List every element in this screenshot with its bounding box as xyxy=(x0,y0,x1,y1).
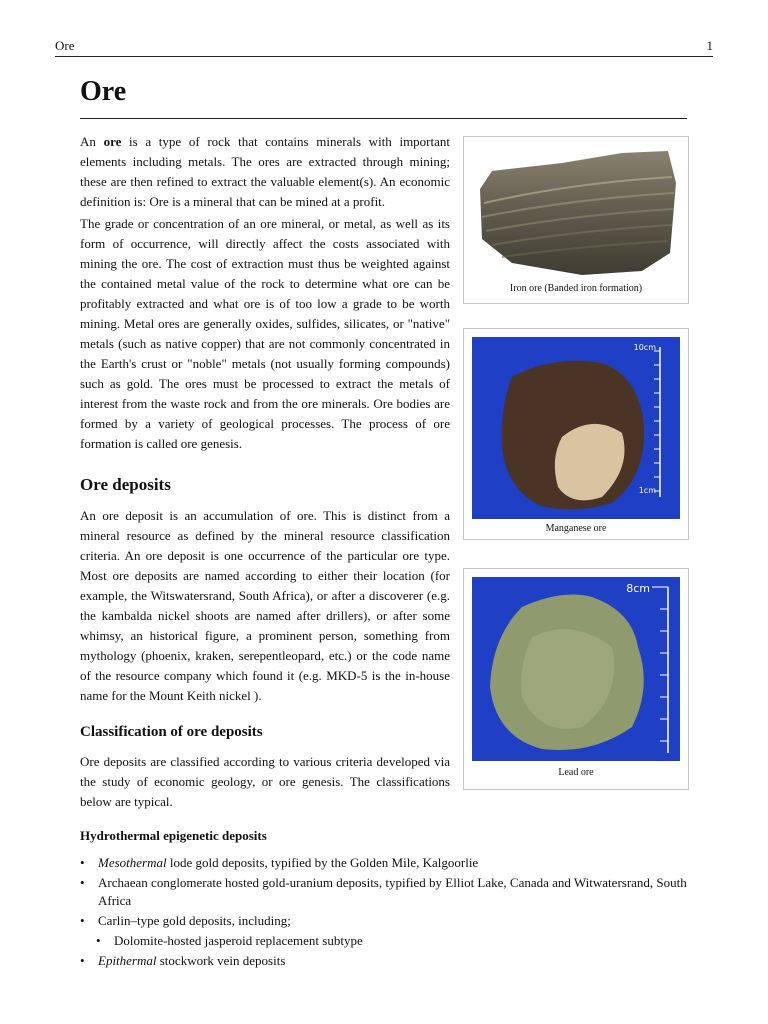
page-title: Ore xyxy=(80,76,127,107)
figure-caption: Manganese ore xyxy=(545,523,607,534)
running-header xyxy=(55,38,713,57)
list-item: • Archaean conglomerate hosted gold-uranium deposits, typified by Elliot Lake, Canada and Witwatersrand, South Africa xyxy=(80,874,690,910)
list-item: • Carlin–type gold deposits, including; xyxy=(80,912,690,930)
figure-caption: Lead ore xyxy=(558,767,594,778)
ore-deposits-paragraph: An ore deposit is an accumulation of ore. This is distinct from a mineral resource as defined by the mineral resource classification criteria. An ore deposit is one occurrence of the particular ore type. Most ore deposits are named according to either their location (for example, the Witswatersrand, South Africa), or after a discoverer (e.g. the kambalda nickel shoots are named after drillers), or after some whimsy, an historical figure, a prominent person, something from mythology (phoenix, kraken, serepentleopard, etc.) or the code name of the resource company which found it (e.g. MKD-5 is the in-house name for the Mount Keith nickel ). xyxy=(80,508,450,703)
hydrothermal-list xyxy=(80,854,690,972)
running-header-title: Ore xyxy=(55,38,75,53)
list-item: • Mesothermal lode gold deposits, typified by the Golden Mile, Kalgoorlie xyxy=(80,854,690,872)
scale-label-top: 8cm xyxy=(626,582,650,595)
ore-term: ore xyxy=(103,134,122,149)
classification-paragraph: Ore deposits are classified according to various criteria developed via the study of economic geology, or ore genesis. The classifications below are typical. xyxy=(80,754,450,809)
list-item-nested: • Dolomite-hosted jasperoid replacement subtype xyxy=(80,932,690,950)
iron-ore-image xyxy=(472,143,680,277)
intro-paragraph-1: An ore is a type of rock that contains minerals with important elements including metals. The ores are extracted through mining; these are then refined to extract the valuable element(s). An economic definition is: Ore is a mineral that can be mined at a profit. xyxy=(80,134,450,209)
ore-deposits-heading: Ore deposits xyxy=(80,475,171,494)
figure-manganese-ore xyxy=(463,328,689,540)
manganese-ore-photo xyxy=(472,337,680,519)
figure-caption: Iron ore (Banded iron formation) xyxy=(509,283,643,294)
manganese-ore-image xyxy=(472,337,680,519)
figure-iron-ore xyxy=(463,136,689,304)
iron-ore-photo xyxy=(472,143,680,277)
lead-ore-photo xyxy=(472,577,680,761)
intro-paragraph-2: The grade or concentration of an ore mineral, or metal, as well as its form of occurrence, will directly affect the costs associated with mining the ore. The cost of extraction must thus be weighted against the contained metal value of the rock to determine what ore can be profitably extracted and what ore is of too low a grade to be worth mining. Metal ores are generally oxides, sulfides, silicates, or "native" metals (such as native copper) that are not commonly concentrated in the Earth's crust or "noble" metals (not usually forming compounds) such as gold. The ores must be processed to extract the metals of interest from the waste rock and from the ore minerals. Ore bodies are formed by a variety of geological processes. The process of ore formation is called ore genesis. xyxy=(80,216,450,451)
figure-lead-ore xyxy=(463,568,689,790)
title-divider xyxy=(80,118,687,119)
hydrothermal-heading: Hydrothermal epigenetic deposits xyxy=(80,828,267,843)
list-item: • Epithermal stockwork vein deposits xyxy=(80,952,690,970)
lead-ore-image xyxy=(472,577,680,761)
page-number: 1 xyxy=(706,38,713,53)
classification-heading: Classification of ore deposits xyxy=(80,724,263,740)
scale-label-bottom: 1cm xyxy=(638,486,656,495)
scale-label-top: 10cm xyxy=(633,343,656,352)
